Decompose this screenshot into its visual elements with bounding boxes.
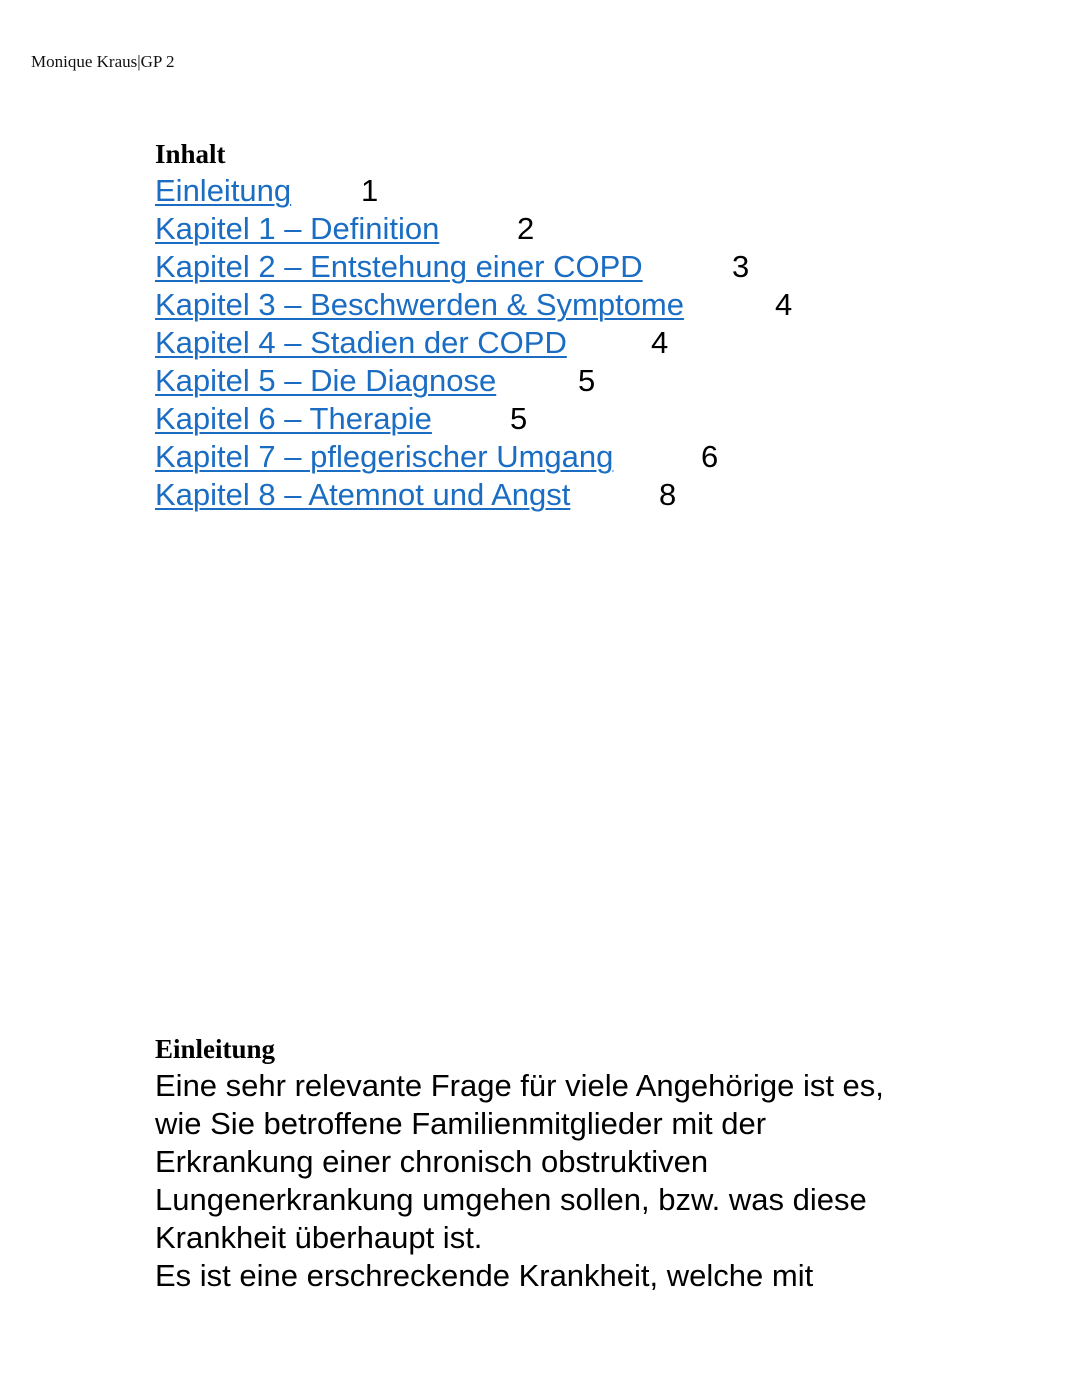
toc-title: Inhalt xyxy=(155,139,226,169)
page-header: Monique Kraus|GP 2 xyxy=(31,52,175,71)
toc-link[interactable]: Kapitel 2 – Entstehung einer COPD xyxy=(155,249,643,284)
toc-link[interactable]: Kapitel 1 – Definition xyxy=(155,211,440,246)
toc-page-number: 5 xyxy=(578,363,596,398)
toc-page-number: 5 xyxy=(510,401,528,436)
toc-item xyxy=(155,172,379,210)
text-line: Lungenerkrankung umgehen sollen, bzw. was diese xyxy=(155,1182,867,1217)
toc-item xyxy=(155,362,596,400)
toc-link[interactable]: Kapitel 5 – Die Diagnose xyxy=(155,363,497,398)
toc-item xyxy=(155,400,528,438)
toc-page-number: 2 xyxy=(517,211,535,246)
toc-item xyxy=(155,438,719,476)
toc-link[interactable]: Einleitung xyxy=(155,173,292,208)
text-line: Krankheit überhaupt ist. xyxy=(155,1220,483,1255)
toc-link[interactable]: Kapitel 8 – Atemnot und Angst xyxy=(155,477,571,512)
toc-link[interactable]: Kapitel 3 – Beschwerden & Symptome xyxy=(155,287,684,322)
text-line: Es ist eine erschreckende Krankheit, welche mit xyxy=(155,1258,814,1293)
toc-link[interactable]: Kapitel 7 – pflegerischer Umgang xyxy=(155,439,614,474)
intro-paragraph xyxy=(155,1067,975,1295)
text-line: Eine sehr relevante Frage für viele Angehörige ist es, xyxy=(155,1068,884,1103)
toc-page-number: 4 xyxy=(775,287,793,322)
toc-item xyxy=(155,210,535,248)
toc-link[interactable]: Kapitel 4 – Stadien der COPD xyxy=(155,325,567,360)
toc-page-number: 1 xyxy=(361,173,379,208)
toc-page-number: 4 xyxy=(651,325,669,360)
toc-page-number: 6 xyxy=(701,439,719,474)
toc-item xyxy=(155,248,750,286)
intro-heading: Einleitung xyxy=(155,1034,276,1064)
toc-link[interactable]: Kapitel 6 – Therapie xyxy=(155,401,432,436)
toc-item xyxy=(155,324,669,362)
toc-page-number: 8 xyxy=(659,477,677,512)
toc-page-number: 3 xyxy=(732,249,750,284)
toc-item xyxy=(155,476,677,514)
toc-item xyxy=(155,286,793,324)
text-line: Erkrankung einer chronisch obstruktiven xyxy=(155,1144,709,1179)
text-line: wie Sie betroffene Familienmitglieder mit der xyxy=(155,1106,767,1141)
